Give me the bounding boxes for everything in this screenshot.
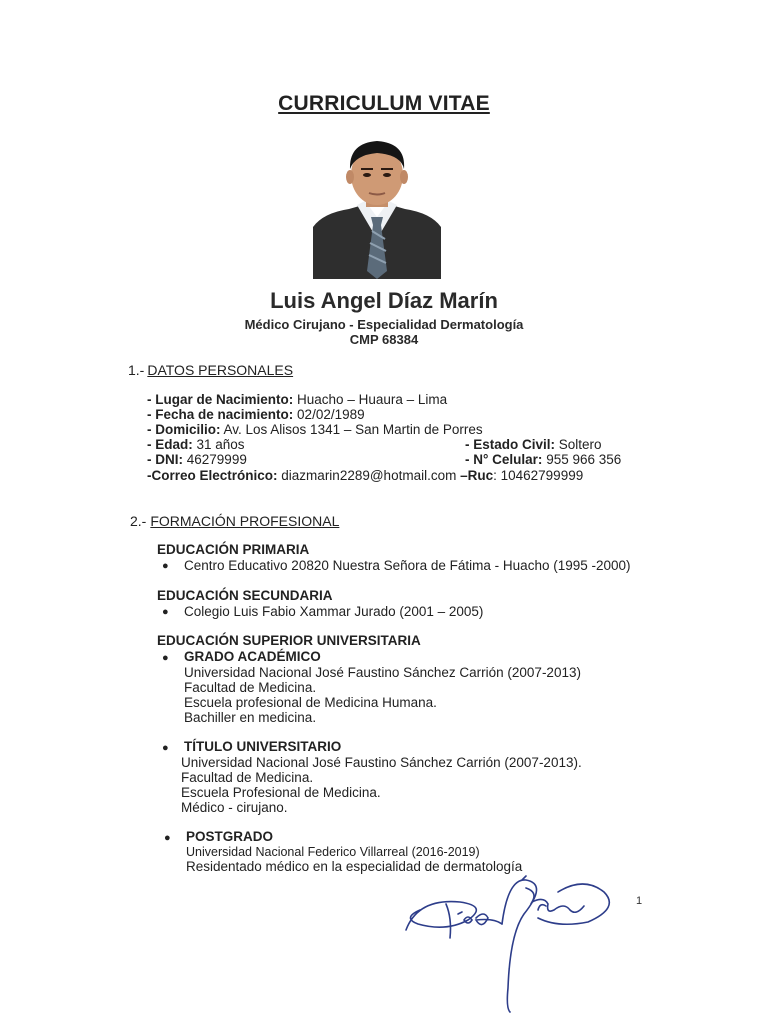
bullet-icon: ● bbox=[162, 560, 169, 572]
university-education-title: EDUCACIÓN SUPERIOR UNIVERSITARIA bbox=[157, 633, 421, 648]
phone-row bbox=[465, 452, 621, 467]
primary-education-title: EDUCACIÓN PRIMARIA bbox=[157, 542, 310, 557]
dni-label: - DNI: bbox=[147, 452, 183, 467]
bullet-icon: ● bbox=[162, 742, 169, 754]
university-title-line: Facultad de Medicina. bbox=[181, 770, 314, 785]
academic-degree-title: GRADO ACADÉMICO bbox=[184, 649, 321, 664]
birthdate-value: 02/02/1989 bbox=[297, 407, 365, 422]
civil-status-row bbox=[465, 437, 602, 452]
ruc-label: –Ruc bbox=[460, 468, 494, 483]
email-label: -Correo Electrónico: bbox=[147, 468, 278, 483]
academic-degree-line: Escuela profesional de Medicina Humana. bbox=[184, 695, 437, 710]
academic-degree-line: Universidad Nacional José Faustino Sánchez Carrión (2007-2013) bbox=[184, 665, 581, 680]
primary-education-item: Centro Educativo 20820 Nuestra Señora de Fátima - Huacho (1995 -2000) bbox=[184, 558, 631, 573]
bullet-icon: ● bbox=[162, 606, 169, 618]
university-title-line: Escuela Profesional de Medicina. bbox=[181, 785, 381, 800]
university-title-line: Médico - cirujano. bbox=[181, 800, 288, 815]
section-number: 2.- bbox=[130, 513, 147, 529]
address-row bbox=[147, 422, 483, 437]
section-title: DATOS PERSONALES bbox=[147, 362, 294, 378]
postgrad-line: Universidad Nacional Federico Villarreal (2016-2019) bbox=[186, 845, 480, 859]
university-title-heading: TÍTULO UNIVERSITARIO bbox=[184, 739, 342, 754]
birthplace-label: - Lugar de Nacimiento: bbox=[147, 392, 294, 407]
cmp-number: CMP 68384 bbox=[349, 332, 419, 347]
civil-status-label: - Estado Civil: bbox=[465, 437, 556, 452]
address-label: - Domicilio: bbox=[147, 422, 221, 437]
phone-value: 955 966 356 bbox=[546, 452, 622, 467]
civil-status-value: Soltero bbox=[558, 437, 602, 452]
signature-icon bbox=[398, 858, 618, 1018]
section-number: 1.- bbox=[128, 362, 145, 378]
secondary-education-item: Colegio Luis Fabio Xammar Jurado (2001 – 2005) bbox=[184, 604, 484, 619]
person-name: Luis Angel Díaz Marín bbox=[270, 288, 498, 313]
age-value: 31 años bbox=[196, 437, 245, 452]
section-education-heading bbox=[130, 513, 339, 529]
email-value: diazmarin2289@hotmail.com bbox=[281, 468, 457, 483]
section-title: FORMACIÓN PROFESIONAL bbox=[150, 513, 340, 529]
section-personal-heading bbox=[128, 362, 293, 378]
birthdate-label: - Fecha de nacimiento: bbox=[147, 407, 294, 422]
portrait-image bbox=[313, 139, 441, 279]
postgrad-line: Residentado médico en la especialidad de dermatología bbox=[186, 859, 523, 874]
address-value: Av. Los Alisos 1341 – San Martin de Porres bbox=[223, 422, 483, 437]
ruc-value: : 10462799999 bbox=[493, 468, 584, 483]
bullet-icon: ● bbox=[164, 832, 171, 844]
dni-value: 46279999 bbox=[186, 452, 247, 467]
signature-image bbox=[398, 858, 618, 1018]
academic-degree-line: Facultad de Medicina. bbox=[184, 680, 317, 695]
phone-label: - N° Celular: bbox=[465, 452, 543, 467]
profile-photo bbox=[313, 139, 441, 279]
birthdate-row bbox=[147, 407, 365, 422]
academic-degree-line: Bachiller en medicina. bbox=[184, 710, 317, 725]
birthplace-row bbox=[147, 392, 447, 407]
page-number: 1 bbox=[636, 895, 643, 907]
specialty-line: Médico Cirujano - Especialidad Dermatología bbox=[244, 317, 524, 332]
age-row bbox=[147, 437, 245, 452]
email-ruc-row bbox=[147, 468, 583, 483]
university-title-line: Universidad Nacional José Faustino Sánchez Carrión (2007-2013). bbox=[181, 755, 582, 770]
birthplace-value: Huacho – Huaura – Lima bbox=[297, 392, 448, 407]
dni-row bbox=[147, 452, 247, 467]
postgrad-title: POSTGRADO bbox=[186, 829, 274, 844]
page-title: CURRICULUM VITAE bbox=[278, 92, 490, 115]
secondary-education-title: EDUCACIÓN SECUNDARIA bbox=[157, 588, 333, 603]
age-label: - Edad: bbox=[147, 437, 193, 452]
bullet-icon: ● bbox=[162, 652, 169, 664]
